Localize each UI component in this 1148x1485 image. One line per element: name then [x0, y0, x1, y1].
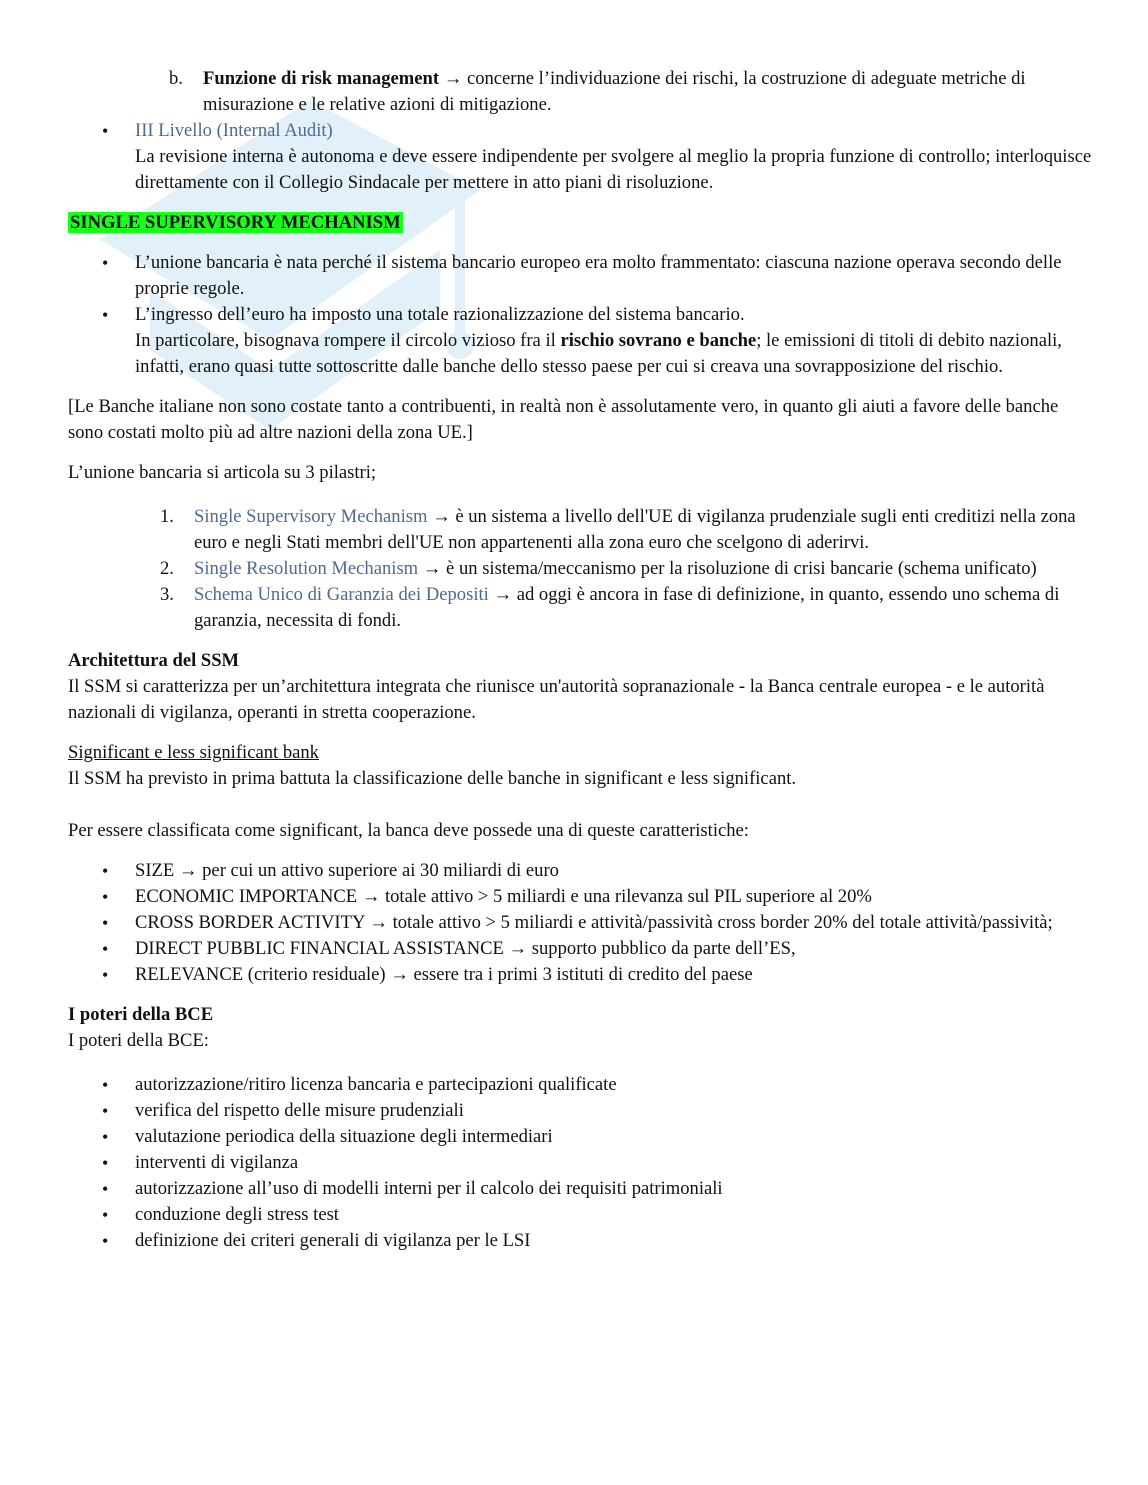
list-item: • CROSS BORDER ACTIVITY → totale attivo > 5 miliardi e attività/passività cross border 20% del totale attività/passività;: [68, 910, 1098, 936]
list-item: • DIRECT PUBBLIC FINANCIAL ASSISTANCE → supporto pubblico da parte dell’ES,: [68, 936, 1098, 962]
list-item-b: [68, 66, 1098, 118]
powers-intro: I poteri della BCE:: [68, 1030, 209, 1051]
list-item: • RELEVANCE (criterio residuale) → essere tra i primi 3 istituti di credito del paese: [68, 962, 1098, 988]
pillar-title: Single Resolution Mechanism: [194, 558, 419, 579]
list-item: • verifica del rispetto delle misure prudenziali: [68, 1098, 1098, 1124]
level3-title: • III Livello (Internal Audit): [135, 120, 333, 141]
list-marker: b.: [169, 68, 183, 89]
list-item: [68, 118, 1098, 196]
ssm-bullets: [68, 250, 1098, 380]
architecture-text: Il SSM si caratterizza per un’architettura integrata che riunisce un'autorità sopranazionale - la Banca centrale europea - e le autorità nazionali di vigilanza, operanti in stretta cooperazione.: [68, 676, 1045, 723]
criteria-list: [68, 858, 1098, 988]
level3-list: [68, 118, 1098, 196]
significant-heading: Significant e less significant bank: [68, 742, 319, 763]
list-item: • conduzione degli stress test: [68, 1202, 1098, 1228]
list-item: • interventi di vigilanza: [68, 1150, 1098, 1176]
architecture-heading: Architettura del SSM: [68, 650, 240, 671]
pillars-intro: L’unione bancaria si articola su 3 pilastri;: [68, 462, 377, 483]
list-item: • autorizzazione/ritiro licenza bancaria e partecipazioni qualificate: [68, 1072, 1098, 1098]
level3-text: La revisione interna è autonoma e deve essere indipendente per svolgere al meglio la propria funzione di controllo; interloquisce direttamente con il Collegio Sindacale per mettere in atto piani di risoluzione.: [135, 146, 1092, 193]
risk-management-title: Funzione di risk management: [203, 68, 440, 89]
list-item: • definizione dei criteri generali di vigilanza per le LSI: [68, 1228, 1098, 1254]
pillar-item: 1. Single Supervisory Mechanism → è un sistema a livello dell'UE di vigilanza prudenziale sugli enti creditizi nella zona euro e negli Stati membri dell'UE non appartenenti alla zona euro che scelgono di aderirvi.: [160, 506, 1076, 553]
list-item: • ECONOMIC IMPORTANCE → totale attivo > 5 miliardi e una rilevanza sul PIL superiore al 20%: [68, 884, 1098, 910]
note-paragraph: [Le Banche italiane non sono costate tanto a contribuenti, in realtà non è assolutamente vero, in quanto gli aiuti a favore delle banche sono costati molto più ad altre nazioni della zona UE.]: [68, 396, 1059, 443]
pillar-item: 3. Schema Unico di Garanzia dei Depositi → ad oggi è ancora in fase di definizione, in quanto, essendo uno schema di garanzia, necessita di fondi.: [160, 584, 1060, 631]
pillar-item: 2. Single Resolution Mechanism → è un sistema/meccanismo per la risoluzione di crisi bancarie (schema unificato): [160, 558, 1037, 579]
list-item: • L’unione bancaria è nata perché il sistema bancario europeo era molto frammentato: ciascuna nazione operava secondo delle proprie regole.: [68, 250, 1098, 302]
bold-phrase: rischio sovrano e banche: [560, 330, 757, 351]
document-page: [68, 66, 1098, 1254]
powers-list: [68, 1072, 1098, 1254]
significant-text: Il SSM ha previsto in prima battuta la classificazione delle banche in significant e less significant.: [68, 768, 797, 789]
powers-heading: I poteri della BCE: [68, 1004, 214, 1025]
risk-management-text: → concerne l’individuazione dei rischi, la costruzione di adeguate metriche di misurazione e le relative azioni di mitigazione.: [203, 68, 1026, 115]
list-item: • L’ingresso dell’euro ha imposto una totale razionalizzazione del sistema bancario. In particolare, bisognava rompere il circolo vizioso fra il rischio sovrano e banche; le emissioni di titoli di debito nazionali, infatti, erano quasi tutte sottoscritte dalle banche dello stesso paese per cui si creava una sovrapposizione del rischio.: [68, 302, 1098, 380]
pillar-title: Schema Unico di Garanzia dei Depositi: [194, 584, 489, 605]
list-item: • autorizzazione all’uso di modelli interni per il calcolo dei requisiti patrimoniali: [68, 1176, 1098, 1202]
list-item: • valutazione periodica della situazione degli intermediari: [68, 1124, 1098, 1150]
criteria-intro: Per essere classificata come significant, la banca deve possede una di queste caratteristiche:: [68, 820, 749, 841]
pillar-title: Single Supervisory Mechanism: [194, 506, 428, 527]
pillars-list: [68, 504, 1098, 634]
ssm-heading-row: [68, 210, 1098, 236]
ssm-heading: SINGLE SUPERVISORY MECHANISM: [70, 212, 401, 233]
list-item: • SIZE → per cui un attivo superiore ai 30 miliardi di euro: [68, 858, 1098, 884]
